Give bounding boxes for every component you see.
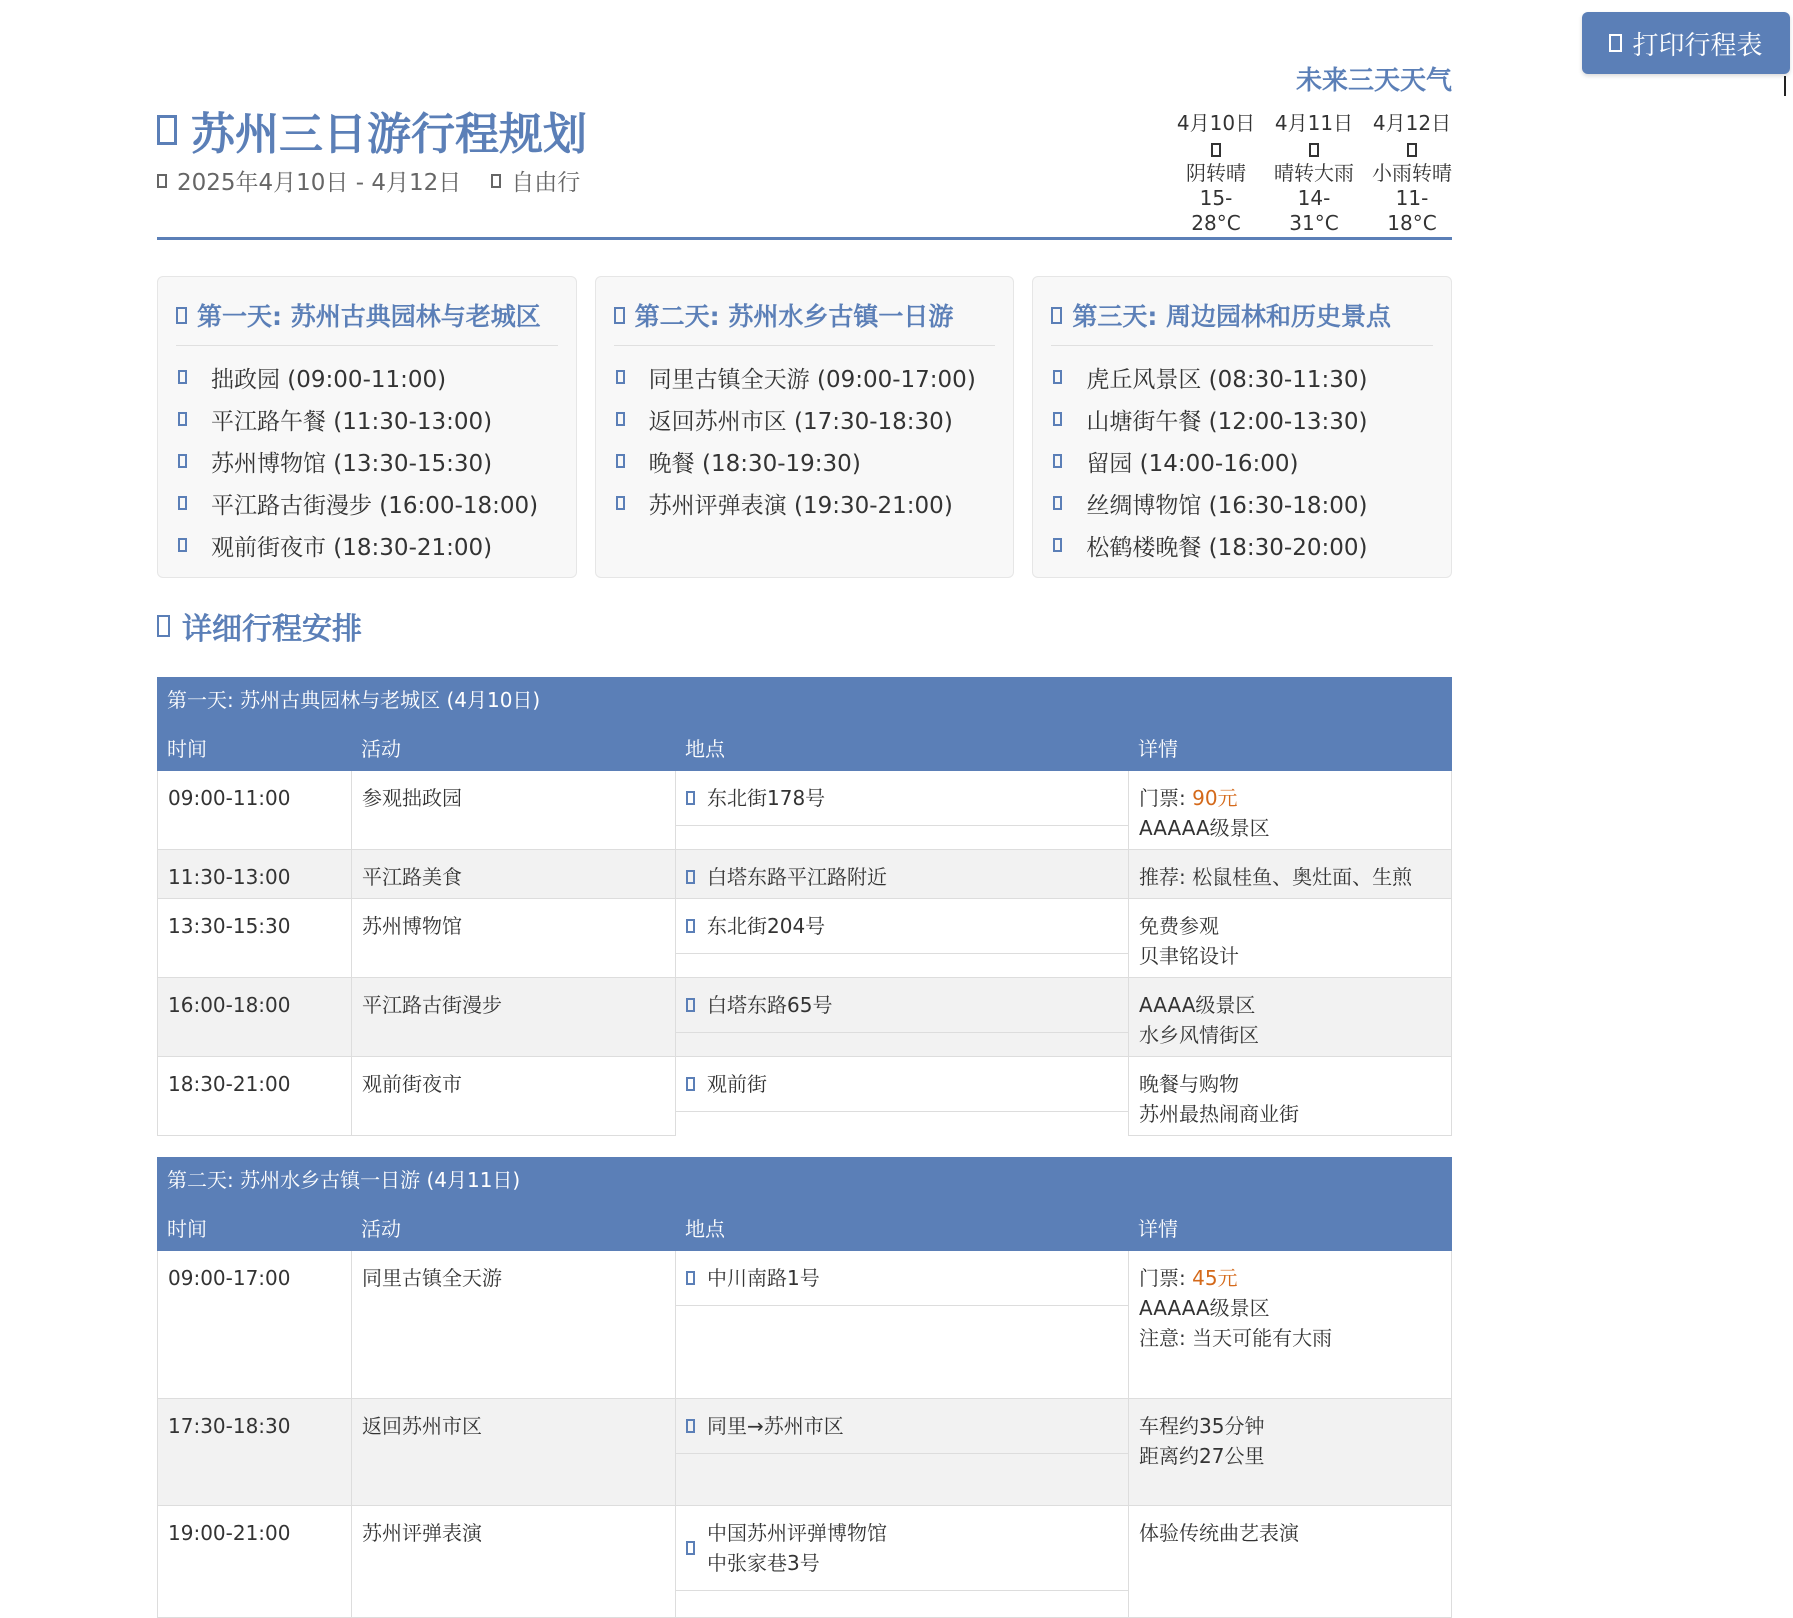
trip-meta	[157, 164, 580, 197]
cloud-sun-icon	[1211, 143, 1221, 157]
location-icon	[686, 1271, 695, 1285]
weather-panel	[1176, 60, 1452, 236]
calendar-icon	[157, 174, 167, 188]
table-row: 16:00-18:00 平江路古街漫步 白塔东路65号 AAAA级景区 水乡风情街区	[157, 978, 1452, 1057]
printer-icon	[1609, 34, 1622, 52]
table-row: 09:00-11:00 参观拙政园 东北街178号 门票: 90元 AAAAA级景区	[157, 771, 1452, 850]
list-item: 留园 (14:00-16:00)	[1051, 440, 1433, 482]
list-item: 平江路午餐 (11:30-13:00)	[176, 398, 558, 440]
location-icon	[686, 791, 695, 805]
pin-icon	[614, 307, 625, 324]
list-item: 同里古镇全天游 (09:00-17:00)	[614, 356, 996, 398]
section-title: 详细行程安排	[157, 604, 362, 648]
bullet-icon	[178, 454, 187, 468]
list-item: 苏州博物馆 (13:30-15:30)	[176, 440, 558, 482]
backpack-icon	[491, 174, 501, 188]
bullet-icon	[616, 454, 625, 468]
table-caption: 第二天: 苏州水乡古镇一日游 (4月11日)	[167, 1168, 521, 1192]
bullet-icon	[1053, 412, 1062, 426]
bullet-icon	[178, 370, 187, 384]
day2-table	[157, 1157, 1452, 1618]
list-item: 拙政园 (09:00-11:00)	[176, 356, 558, 398]
col-head-details: 详情	[1138, 736, 1178, 761]
overview-cards	[157, 276, 1452, 578]
table-row: 17:30-18:30 返回苏州市区 同里→苏州市区 车程约35分钟 距离约27公里	[157, 1399, 1452, 1506]
table-row: 19:00-21:00 苏州评弹表演 中国苏州评弹博物馆 中张家巷3号 体验传统曲艺表演	[157, 1506, 1452, 1618]
location-icon	[686, 998, 695, 1012]
list-item: 松鹤楼晚餐 (18:30-20:00)	[1051, 524, 1433, 566]
print-button-label: 打印行程表	[1632, 30, 1763, 61]
bullet-icon	[616, 370, 625, 384]
weather-day: 4月12日 小雨转晴 11-18°C	[1372, 111, 1452, 235]
location-icon	[686, 919, 695, 933]
table-caption: 第一天: 苏州古典园林与老城区 (4月10日)	[167, 688, 541, 712]
text-cursor	[1784, 76, 1786, 96]
bullet-icon	[1053, 496, 1062, 510]
page-header	[157, 60, 1452, 240]
date-range: 2025年4月10日 - 4月12日	[177, 170, 462, 196]
bullet-icon	[616, 496, 625, 510]
location-icon	[686, 870, 695, 884]
list-item: 观前街夜市 (18:30-21:00)	[176, 524, 558, 566]
ticket-price: 45元	[1192, 1266, 1238, 1290]
list-item: 返回苏州市区 (17:30-18:30)	[614, 398, 996, 440]
print-button[interactable]	[1582, 12, 1790, 74]
list-item: 晚餐 (18:30-19:30)	[614, 440, 996, 482]
bullet-icon	[178, 538, 187, 552]
location-icon	[686, 1541, 695, 1555]
bullet-icon	[1053, 370, 1062, 384]
day2-card: 第二天: 苏州水乡古镇一日游 同里古镇全天游 (09:00-17:00) 返回苏州市区 (17:30-18:30) 晚餐 (18:30-19:30) 苏州评弹表演 (19:30-21:00)	[595, 276, 1015, 578]
day1-table	[157, 677, 1452, 1136]
page-title: 苏州三日游行程规划	[157, 98, 587, 162]
col-head-activity: 活动	[361, 736, 401, 761]
trip-type: 自由行	[511, 170, 581, 196]
location-icon	[686, 1419, 695, 1433]
table-row: 18:30-21:00 观前街夜市 观前街 晚餐与购物 苏州最热闹商业街	[157, 1057, 1452, 1136]
bullet-icon	[1053, 538, 1062, 552]
drizzle-icon	[1407, 143, 1417, 157]
table-row: 11:30-13:00 平江路美食 白塔东路平江路附近 推荐: 松鼠桂鱼、奥灶面、生煎	[157, 850, 1452, 899]
pin-icon	[1051, 307, 1062, 324]
bullet-icon	[178, 496, 187, 510]
list-item: 丝绸博物馆 (16:30-18:00)	[1051, 482, 1433, 524]
pin-icon	[176, 307, 187, 324]
weather-title: 未来三天天气	[1295, 66, 1452, 96]
col-head-location: 地点	[685, 736, 725, 761]
day3-card: 第三天: 周边园林和历史景点 虎丘风景区 (08:30-11:30) 山塘街午餐 (12:00-13:30) 留园 (14:00-16:00) 丝绸博物馆 (16:30-18:00) 松鹤楼晚餐 (18:30-20:00)	[1032, 276, 1452, 578]
table-row: 09:00-17:00 同里古镇全天游 中川南路1号 门票: 45元 AAAAA级景区 注意: 当天可能有大雨	[157, 1251, 1452, 1399]
day1-card: 第一天: 苏州古典园林与老城区 拙政园 (09:00-11:00) 平江路午餐 (11:30-13:00) 苏州博物馆 (13:30-15:30) 平江路古街漫步 (16:00-18:00) 观前街夜市 (18:30-21:00)	[157, 276, 577, 578]
list-item: 虎丘风景区 (08:30-11:30)	[1051, 356, 1433, 398]
col-head-activity: 活动	[361, 1216, 401, 1241]
weather-day: 4月11日 晴转大雨 14-31°C	[1274, 111, 1354, 235]
list-item: 平江路古街漫步 (16:00-18:00)	[176, 482, 558, 524]
bullet-icon	[1053, 454, 1062, 468]
rain-icon	[1309, 143, 1319, 157]
table-row: 13:30-15:30 苏州博物馆 东北街204号 免费参观 贝聿铭设计	[157, 899, 1452, 978]
location-icon	[686, 1077, 695, 1091]
weather-day: 4月10日 阴转晴 15-28°C	[1176, 111, 1256, 235]
col-head-location: 地点	[685, 1216, 725, 1241]
col-head-time: 时间	[167, 1216, 207, 1241]
ticket-price: 90元	[1192, 786, 1238, 810]
col-head-time: 时间	[167, 736, 207, 761]
clipboard-icon	[157, 615, 170, 637]
col-head-details: 详情	[1138, 1216, 1178, 1241]
bullet-icon	[178, 412, 187, 426]
bullet-icon	[616, 412, 625, 426]
list-item: 苏州评弹表演 (19:30-21:00)	[614, 482, 996, 524]
map-icon	[157, 115, 177, 145]
list-item: 山塘街午餐 (12:00-13:30)	[1051, 398, 1433, 440]
